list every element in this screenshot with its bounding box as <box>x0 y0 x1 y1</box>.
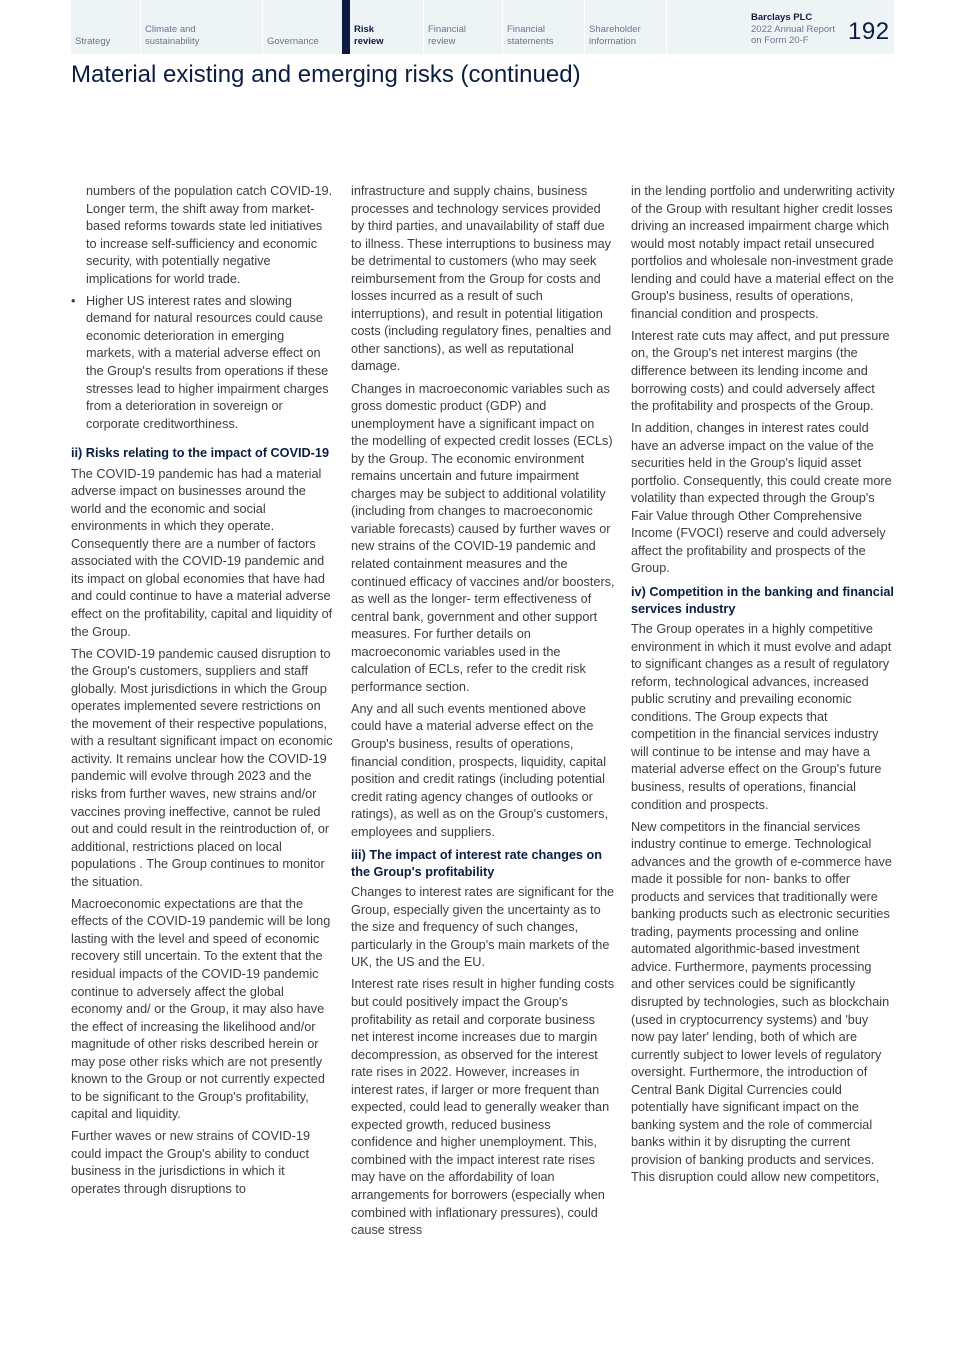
page-title: Material existing and emerging risks (continued) <box>71 61 581 88</box>
report-brand <box>751 12 835 47</box>
tab-risk-review[interactable] <box>350 0 423 54</box>
nav-divider <box>666 0 667 54</box>
section-heading-competition: iv) Competition in the banking and financial services industry <box>631 585 894 616</box>
column-3 <box>631 183 895 1192</box>
tab-financial-review[interactable] <box>423 0 502 54</box>
tab-label-line2: statements <box>507 36 554 47</box>
paragraph: New competitors in the financial services industry continue to emerge. Technological advances and the growth of e-commerce have made it possible for non- banks to offer products and services that traditionally were banking products such as electronic securities trading, payments processing and online automated algorithmic-based investment advice. Furthermore, payments processing and other services could be significantly disrupted by technologies, such as blockchain (used in cryptocurrency systems) and 'buy now pay later' lending, both of which are currently subject to lower levels of regulatory oversight. Furthermore, the introduction of Central Bank Digital Currencies could potentially have significant impact on the banking system and the role of commercial banks within it by disrupting the current provision of banking products and services. This disruption could allow new competitors, <box>631 819 892 1185</box>
section-nav <box>71 0 894 54</box>
paragraph: The COVID-19 pandemic caused disruption to the Group's customers, suppliers and staff globally. Most jurisdictions in which the Group operates implemented severe restrictions on the movement of their respective populations, with a resultant significant impact on economic activity. It remains unclear how the COVID-19 pandemic will evolve through 2023 and the risks from further waves, new strains and/or vaccines proving ineffective, cannot be ruled out and could result in the reintroduction of, or additional, restrictions placed on local populations . The Group continues to monitor the situation. <box>71 646 333 889</box>
section-heading-covid: ii) Risks relating to the impact of COVID-19 <box>71 446 330 461</box>
tab-governance[interactable] <box>262 0 342 54</box>
paragraph: in the lending portfolio and underwriting activity of the Group with resultant higher credit losses driving an increased impairment charge which would most notably impact retail unsecured portfolios and wholesale non-investment grade lending and could have a material effect on the Group's business, results of operations, financial condition and prospects. <box>631 184 895 321</box>
paragraph: numbers of the population catch COVID-19. Longer term, the shift away from market-based reforms towards state led initiatives to increase self-sufficiency and economic security, with potentially negative implications for world trade. <box>86 184 333 286</box>
active-tab-marker <box>342 0 350 54</box>
paragraph: Any and all such events mentioned above could have a material adverse effect on the Group's business, results of operations, financial condition, prospects, liquidity, capital position and credit ratings (including potential credit rating agency changes of outlooks or ratings), as well as on the Group's customers, employees and suppliers. <box>351 701 608 839</box>
tab-financial-statements[interactable] <box>502 0 584 54</box>
column-2 <box>351 183 615 1244</box>
bullet-text: Higher US interest rates and slowing demand for natural resources could cause economic deterioration in emerging markets, with a material adverse effect on the Group's results from operations if these stresses lead to higher impairment charges from a deterioration in sovereign or corporate creditworthiness. <box>86 293 329 431</box>
report-title-line1: 2022 Annual Report <box>751 23 835 35</box>
tab-label-line2: Strategy <box>75 36 111 47</box>
report-title-line2: on Form 20-F <box>751 35 809 46</box>
tab-label-line2: sustainability <box>145 36 200 47</box>
paragraph: Further waves or new strains of COVID-19 could impact the Group's ability to conduct business in the jurisdictions in which it operates through disruptions to <box>71 1129 311 1197</box>
page-number: 192 <box>848 18 890 45</box>
paragraph: Changes in macroeconomic variables such as gross domestic product (GDP) and unemployment have a significant impact on the modelling of expected credit losses (ECLs) by the Group. The economic environment remains uncertain and future impairment charges may be subject to additional volatility (including from changes to macroeconomic variable forecasts) caused by further waves or new strains of the COVID-19 pandemic and related containment measures and the continued efficacy of vaccines and/or boosters, as well as the longer- term effectiveness of central bank, government and other support measures. For further details on macroeconomic variables used in the calculation of ECLs, refer to the credit risk performance section. <box>351 381 615 694</box>
paragraph: The COVID-19 pandemic has had a material adverse impact on businesses around the world and the economic and social environments in which they operate. Consequently there are a number of factors associated with the COVID-19 pandemic and its impact on global economies that have had and could continue to have a material adverse effect on the profitability, capital and liquidity of the Group. <box>71 466 333 639</box>
bullet-marker: • <box>71 293 76 308</box>
company-name: Barclays PLC <box>751 12 813 23</box>
tab-label-line2: review <box>428 36 456 47</box>
tab-label-line1: Risk <box>354 24 375 35</box>
tab-label-line2: review <box>354 36 384 47</box>
paragraph: In addition, changes in interest rates could have an adverse impact on the value of the securities held in the Group's liquid asset portfolio. Consequently, this could create more volatility than expected through the Group's Fair Value through Other Comprehensive Income (FVOCI) reserve and could adversely affect the profitability and prospects of the Group. <box>631 421 892 576</box>
paragraph: Macroeconomic expectations are that the effects of the COVID-19 pandemic will be long lasting with the level and speed of economic recovery still uncertain. To the extent that the residual impacts of the COVID-19 pandemic continue to adversely affect the global economy and/ or the Group, it may also have the effect of increasing the likelihood and/or magnitude of other risks described herein or may pose other risks which are not presently known to the Group or not currently expected to be significant to the Group's profitability, capital and liquidity. <box>71 896 331 1122</box>
tab-label-line1: Financial <box>507 24 546 35</box>
paragraph: The Group operates in a highly competitive environment in which it must evolve and adapt to significant changes as a result of regulatory reform, technological advances, increased public scrutiny and prevailing economic conditions. The Group expects that competition in the financial services industry will continue to be intense and may have a material adverse effect on the Group's future business, results of operations, financial condition and prospects. <box>631 622 892 812</box>
column-1 <box>71 183 335 1203</box>
tab-label-line1: Climate and <box>145 24 196 35</box>
bullet-item <box>71 293 335 433</box>
tab-strategy[interactable] <box>71 0 140 54</box>
paragraph: Interest rate cuts may affect, and put pressure on, the Group's net interest margins (the difference between its lending income and borrowing costs) and could adversely affect the profitability and prospects of the Group. <box>631 328 890 414</box>
tab-label-line2: information <box>589 36 636 47</box>
paragraph: Interest rate rises result in higher funding costs but could positively impact the Group's profitability as retail and corporate business net interest income increases due to margin decompression, as observed for the interest rate rises in 2022. However, increases in interest rates, if larger or more frequent than expected, could lead to generally weaker than expected growth, reduced business confidence and higher unemployment. This, combined with the impact interest rate rises may have on the affordability of loan arrangements for borrowers (especially when combined with inflationary pressures), could cause stress <box>351 977 615 1238</box>
tab-label-line1: Financial <box>428 24 467 35</box>
tab-climate-and-sustainability[interactable] <box>140 0 262 54</box>
section-heading-interest-rates: iii) The impact of interest rate changes on the Group's profitability <box>351 848 602 879</box>
paragraph: infrastructure and supply chains, business processes and technology services provided by third parties, and unavailability of staff due to illness. These interruptions to business may be detrimental to customers (who may seek reimbursement from the Group for costs and losses incurred as a result of such interruptions), and result in potential litigation costs (including regulatory fines, penalties and other sanctions), as well as reputational damage. <box>351 184 612 374</box>
paragraph: Changes to interest rates are significant for the Group, especially given the uncertainty as to the size and frequency of such changes, particularly in the Group's main markets of the UK, the US and the EU. <box>351 885 615 970</box>
tab-label-line1: Shareholder <box>589 24 641 35</box>
tab-label-line2: Governance <box>267 36 319 47</box>
tab-shareholder-information[interactable] <box>584 0 666 54</box>
